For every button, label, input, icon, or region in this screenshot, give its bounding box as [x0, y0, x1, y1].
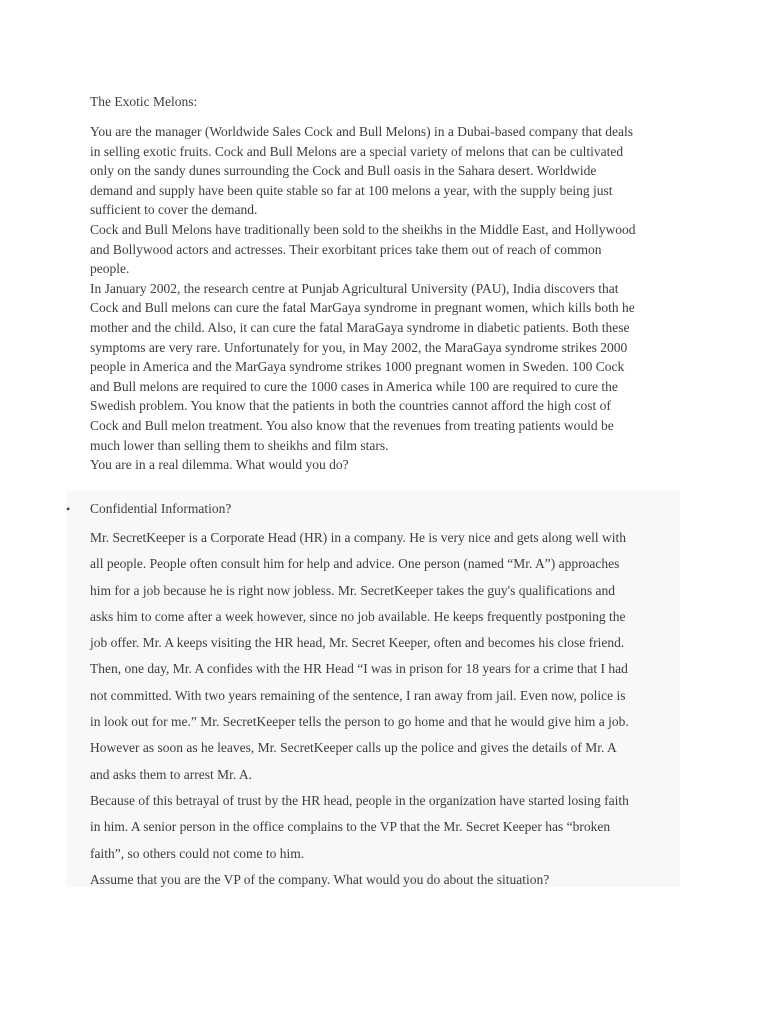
text-line: and asks them to arrest Mr. A.: [90, 766, 252, 782]
text-line: However as soon as he leaves, Mr. SecretKeeper calls up the police and gives the details of Mr. A: [90, 740, 617, 756]
section-heading: Confidential Information?: [90, 501, 232, 516]
text-line: Then, one day, Mr. A confides with the HR Head “I was in prison for 18 years for a crime that I had: [90, 661, 628, 677]
text-line: not committed. With two years remaining of the sentence, I ran away from jail. Even now, police is: [90, 687, 626, 703]
text-line: only on the sandy dunes surrounding the Cock and Bull oasis in the Sahara desert. Worldwide: [90, 163, 597, 179]
text-line: Cock and Bull melon treatment. You also know that the revenues from treating patients would be: [90, 417, 614, 433]
text-line: and Bollywood actors and actresses. Their exorbitant prices take them out of reach of common: [90, 241, 602, 257]
text-line: in look out for me.” Mr. SecretKeeper tells the person to go home and that he would give him a job.: [90, 714, 629, 730]
text-line: mother and the child. Also, it can cure the fatal MaraGaya syndrome in diabetic patients. Both these: [90, 319, 630, 335]
text-line: in selling exotic fruits. Cock and Bull Melons are a special variety of melons that can be cultivated: [90, 143, 624, 159]
text-line: faith”, so others could not come to him.: [90, 845, 305, 861]
text-line: Cock and Bull Melons have traditionally been sold to the sheikhs in the Middle East, and Hollywood: [90, 221, 636, 237]
confidential-case-text: [90, 525, 680, 893]
melons-case-text: [90, 122, 690, 475]
text-line: demand and supply have been quite stable so far at 100 melons a year, with the supply being just: [90, 182, 613, 198]
text-line: In January 2002, the research centre at Punjab Agricultural University (PAU), India discovers that: [90, 280, 619, 296]
text-line: sufficient to cover the demand.: [90, 202, 258, 218]
text-line: Swedish problem. You know that the patients in both the countries cannot afford the high cost of: [90, 398, 611, 414]
bullet-marker: •: [66, 502, 71, 516]
text-line: people in America and the MarGaya syndrome strikes 1000 pregnant women in Sweden. 100 Cock: [90, 359, 625, 375]
text-line: him for a job because he is right now jobless. Mr. SecretKeeper takes the guy's qualifications and: [90, 582, 616, 598]
text-line: Cock and Bull melons can cure the fatal MarGaya syndrome in pregnant women, which kills both he: [90, 300, 635, 316]
text-line: You are in a real dilemma. What would you do?: [90, 457, 349, 473]
document-title: The Exotic Melons:: [90, 94, 198, 109]
text-line: much lower than selling them to sheikhs and film stars.: [90, 437, 389, 453]
confidential-section: [66, 491, 680, 887]
text-line: asks him to come after a week however, since no job available. He keeps frequently postponing the: [90, 608, 626, 624]
text-line: Mr. SecretKeeper is a Corporate Head (HR) in a company. He is very nice and gets along well with: [90, 530, 626, 545]
text-line: all people. People often consult him for help and advice. One person (named “Mr. A”) approaches: [90, 556, 620, 572]
text-line: in him. A senior person in the office complains to the VP that the Mr. Secret Keeper has “broken: [90, 819, 611, 835]
text-line: Because of this betrayal of trust by the HR head, people in the organization have started losing faith: [90, 792, 629, 808]
text-line: people.: [90, 261, 130, 277]
text-line: and Bull melons are required to cure the 1000 cases in America while 100 are required to cure the: [90, 378, 618, 394]
text-line: You are the manager (Worldwide Sales Cock and Bull Melons) in a Dubai-based company that deals: [90, 124, 634, 139]
text-line: symptoms are very rare. Unfortunately for you, in May 2002, the MaraGaya syndrome strikes 2000: [90, 339, 628, 355]
text-line: Assume that you are the VP of the company. What would you do about the situation?: [90, 871, 550, 887]
text-line: job offer. Mr. A keeps visiting the HR head, Mr. Secret Keeper, often and becomes his close friend.: [90, 635, 625, 651]
